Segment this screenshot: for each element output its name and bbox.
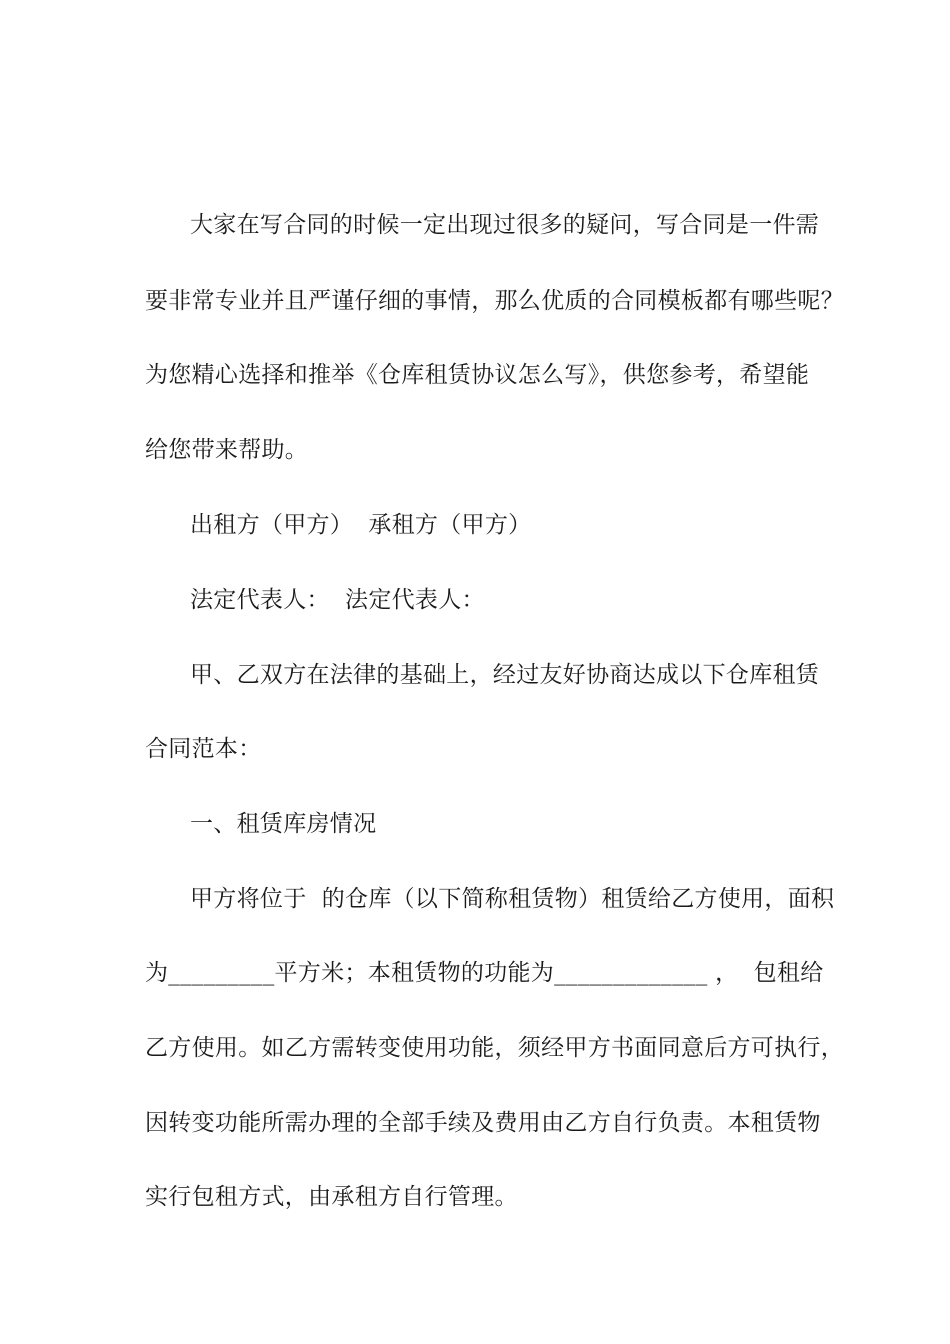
intro-paragraph-line-4: 给您带来帮助。 [145, 437, 309, 463]
section-heading: 一、租赁库房情况 [190, 811, 377, 837]
warehouse-paragraph-line-2: 为_________平方米；本租赁物的功能为_____________ ， 包租给 [145, 960, 824, 986]
intro-paragraph-line-3: 为您精心选择和推举《仓库租赁协议怎么写》，供您参考，希望能 [145, 362, 810, 388]
agreement-paragraph-line-1: 甲、乙双方在法律的基础上，经过友好协商达成以下仓库租赁 [190, 662, 820, 688]
agreement-paragraph-line-2: 合同范本： [145, 736, 262, 762]
warehouse-paragraph-line-4: 因转变功能所需办理的全部手续及费用由乙方自行负责。本租赁物 [145, 1110, 821, 1136]
intro-paragraph-line-1: 大家在写合同的时候一定出现过很多的疑问，写合同是一件需 [190, 212, 820, 238]
warehouse-paragraph-line-5: 实行包租方式，由承租方自行管理。 [145, 1184, 518, 1210]
warehouse-paragraph-line-1: 甲方将位于 的仓库（以下简称租赁物）租赁给乙方使用，面积 [190, 886, 835, 912]
intro-paragraph-line-2: 要非常专业并且严谨仔细的事情，那么优质的合同模板都有哪些呢？ [145, 288, 844, 314]
warehouse-paragraph-line-3: 乙方使用。如乙方需转变使用功能，须经甲方书面同意后方可执行， [145, 1035, 844, 1061]
legal-representative-line: 法定代表人： 法定代表人： [190, 587, 485, 613]
parties-line: 出租方（甲方） 承租方（甲方） [190, 512, 532, 538]
